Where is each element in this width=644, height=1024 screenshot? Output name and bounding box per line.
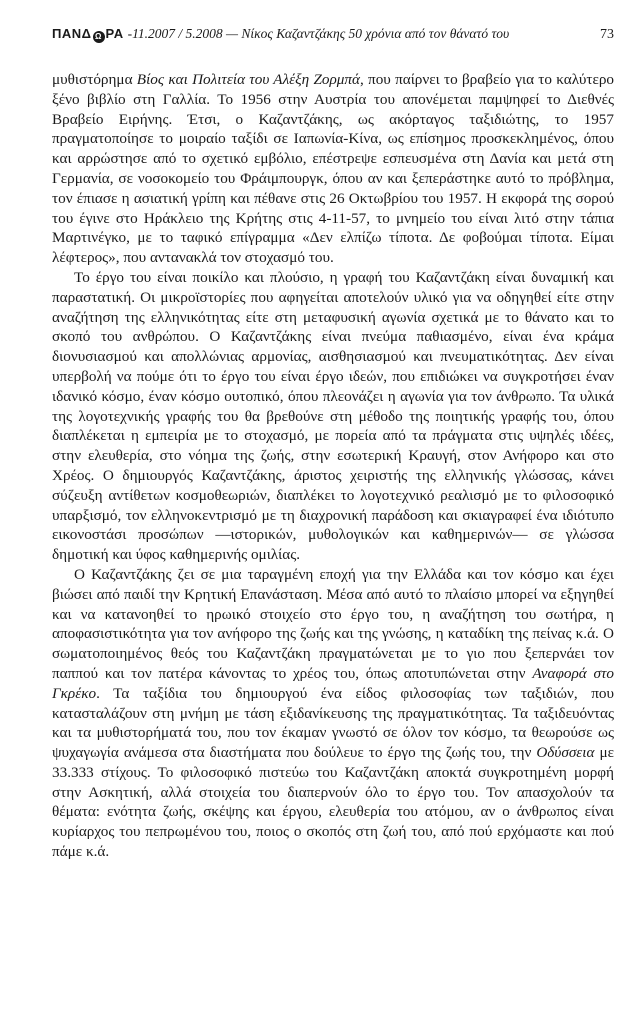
logo-text-right: ΡΑ: [105, 26, 124, 41]
book-title: Αναφορά στο Γκρέκο: [52, 664, 614, 702]
paragraph-text: με 33.333 στίχους. Το φιλοσοφικό πιστεύω του Καζαντζάκη αποκτά συγκροτημένη μορφή στην Ασκητική, αλλά στοιχεία του διαπερνούν όλο το έργο του. Τον απασχολούν τα θέματα: ενότητα ζωής, σκέψης και έργου, ελευθερία του ατόμου, αν ο άνθρωπος είναι κυρίαρχος του πεπρωμένου του, ποιος ο σκοπός στη ζωή του, από πού ερχόμαστε και πού πάμε κ.ά.: [52, 744, 614, 861]
paragraph-text: Το έργο του είναι ποικίλο και πλούσιο, η γραφή του Καζαντζάκη είναι δυναμική και παραστατική. Οι μικροϊστορίες που αφηγείται αποτελούν υλικό για να οδηγηθεί είτε στην αναζήτηση της ελληνικότητας είτε στη μεταφυσική αγωνία σχετικά με το θάνατο και το σκοπό του ανθρώπου. Ο Καζαντζάκης είναι πνεύμα παθιασμένο, είναι ένα κράμα διονυσιασμού και απολλώνιας αρμονίας, αισθησιασμού και πνευματικότητας. Δεν είναι υπερβολή να πούμε ότι το έργο του είναι έργο ιδεών, που επιδιώκει να συγκροτήσει έναν ιδανικό κόσμο, έναν κόσμο ουτοπικό, όπου πλεονάζει η αγωνία για τον άνθρωπο. Τα υλικά της λογοτεχνικής γραφής του θα βρεθούνε στη μέθοδο της ποιητικής γραφής του, όπου διαπλέκεται η εμπειρία με το στοχασμό, με πορεία από τα πράγματα στις υψηλές ιδέες, στην ελευθερία, στο νόημα της ζωής, στην εσωτερική Κραυγή, στον Ανήφορο και στο Χρέος. Ο δημιουργός Καζαντζάκης, άριστος χειριστής της ελληνικής γλώσσας, κάνει σύζευξη αντίθετων κοσμοθεωριών, διαπλέκει το λογοτεχνικό ρεαλισμό με το φιλοσοφικό υπαρξισμό, τον ελληνοκεντρισμό με τη διαχρονική παράδοση και σκιαγραφεί ένα ιδιότυπο εικονοστάσι προσώπων —ιστορικών, μυθολογικών και καθημερινών— σε γλώσσα δημοτική και ύφος καθημερινής ομιλίας.: [52, 268, 614, 564]
paragraph-1: [52, 70, 614, 268]
page-number: 73: [600, 27, 614, 42]
paragraph-2: [52, 268, 614, 565]
page-header: [52, 26, 614, 52]
running-title: -11.2007 / 5.2008 — Νίκος Καζαντζάκης 50 χρόνια από τον θάνατό του: [127, 26, 510, 41]
novel-title: Βίος και Πολιτεία του Αλέξη Ζορμπά: [136, 71, 360, 88]
epic-title: Οδύσσεια: [536, 744, 595, 762]
logo-emblem-icon: Ω: [93, 31, 105, 43]
paragraph-text: . Τα ταξίδια του δημιουργού ένα είδος φιλοσοφίας των ταξιδιών, που κατασταλάζουν στη μνήμη με τάση εξιδανίκευσης της πραγματικότητας. Τα ταξιδευόντας και τα μυθιστορήματά του, που τον έκαμαν γνωστό σε όλον τον κόσμο, τα θεωρούσε ως ψυχαγωγία ανάμεσα στα διαστήματα που δούλευε το έργο της ζωής του, την: [52, 684, 614, 762]
journal-logo: [52, 26, 124, 43]
article-body: [52, 70, 614, 862]
paragraph-text: μυθιστόρημα: [52, 71, 137, 88]
paragraph-text: , που παίρνει το βραβείο για το καλύτερο ξένο βιβλίο στη Γαλλία. Το 1956 στην Αυστρία του απονέμεται παμψηφεί το Διεθνές Βραβείο Ειρήνης. Έτσι, ο Καζαντζάκης, ως ακόρταγος ταξιδιώτης, το 1957 πραγματοποίησε το μοιραίο ταξίδι σε Ιαπωνία-Κίνα, ως επίσημος προσκεκλημένος, όπου και αρρώστησε από το σχετικό εμβόλιο, επέστρεψε εσπευσμένα στη Δανία και μετά στη Γερμανία, σε νοσοκομείο του Φράιμπουργκ, όπου αν και ξεπεράστηκε αυτό το πρόβλημα, τον έπιασε η ασιατική γρίπη και πέθανε στις 26 Οκτωβρίου του 1957. Η εκφορά της σορού του έγινε στο Ηράκλειο της Κρήτης στις 4-11-57, το μνημείο του είναι λιτό στην τάπια Μαρτινέγκο, με το ταφικό επίγραμμα «Δεν ελπίζω τίποτα. Δε φοβούμαι τίποτα. Είμαι λέφτερος», που αντανακλά τον στοχασμό του.: [52, 71, 614, 267]
logo-text-left: ΠΑΝΔ: [52, 26, 92, 41]
paragraph-text: Ο Καζαντζάκης ζει σε μια ταραγμένη εποχή για την Ελλάδα και τον κόσμο και έχει βιώσει από παιδί την Κρητική Επανάσταση. Μέσα από αυτό το πλαίσιο μπορεί να εξηγηθεί και να κατανοηθεί το ηρωικό στοιχείο στο έργο του, η αναζήτηση του σωτήρα, η αποφασιστικότητα για τον ανήφορο της ζωής και της γνώσης, η καταδίκη της πείνας κ.ά. Ο σωματοποιημένος θεός του Καζαντζάκη πραγματώνεται με το γιο που ξεπερνάει τον παππού και τον πατέρα κάνοντας το χρέος του, όπως αποτυπώνεται στην: [52, 565, 614, 682]
paragraph-3: [52, 565, 614, 862]
